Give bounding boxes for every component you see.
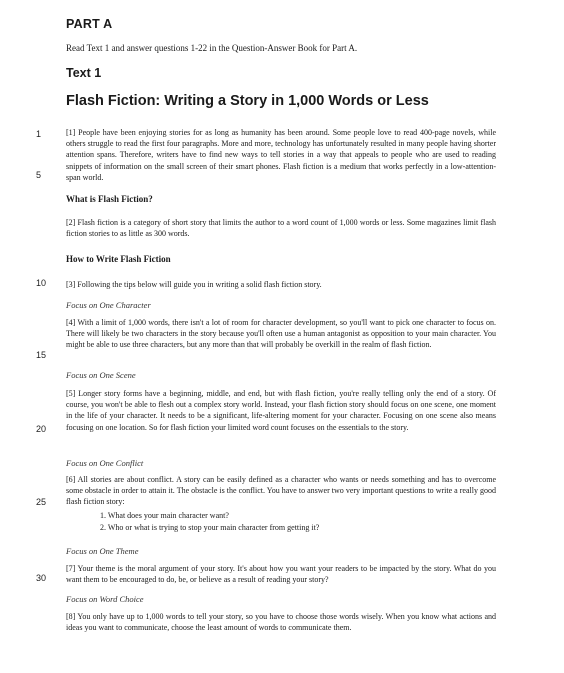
paragraph-3: [3] Following the tips below will guide you in writing a solid flash fiction story. [66,280,322,289]
text-label: Text 1 [66,66,102,80]
instruction-text: Read Text 1 and answer questions 1-22 in the Question-Answer Book for Part A. [66,43,358,53]
line-number: 30 [36,573,47,583]
line-number: 5 [36,170,42,180]
subheading-one-conflict: Focus on One Conflict [66,458,144,468]
paragraph-2: [2] Flash fiction is a category of short story that limits the author to a word count of 1,000 words or less. Some magazines limit flash fiction stories to as little as 300 words. [66,218,496,239]
line-number: 10 [36,278,47,288]
subheading-word-choice: Focus on Word Choice [66,594,144,604]
list-item: 2. Who or what is trying to stop your main character from getting it? [100,522,320,532]
line-number: 15 [36,350,47,360]
paragraph-8: [8] You only have up to 1,000 words to tell your story, so you have to choose those words wisely. When you know what actions and ideas you want to communicate, choose the least amount of words to communicate them. [66,612,496,633]
subheading-one-theme: Focus on One Theme [66,546,139,556]
line-number: 25 [36,497,47,507]
section-heading-what-is: What is Flash Fiction? [66,194,153,204]
line-number: 20 [36,424,47,434]
article-title: Flash Fiction: Writing a Story in 1,000 Words or Less [66,93,429,109]
section-heading-how-to: How to Write Flash Fiction [66,254,171,264]
paragraph-7: [7] Your theme is the moral argument of your story. It's about how you want your readers to be impacted by the story. What do you want them to be encouraged to do, be, or believe as a result of reading your story? [66,564,496,585]
list-item: 1. What does your main character want? [100,511,229,520]
paragraph-5: [5] Longer story forms have a beginning, middle, and end, but with flash fiction, you're really telling only the end of a story. Of course, you won't be able to flesh out a complex story world. Instead, your flash fiction story should focus on one scene, one moment in the life of your character. It needs to be a significant, life-altering moment for your character. Focusing on one scene also means focusing on one location. So for flash fiction your limited word count focuses on the essentials to the story. [66,389,496,432]
subheading-one-character: Focus on One Character [66,300,151,310]
line-number: 1 [36,129,42,139]
subheading-one-scene: Focus on One Scene [66,370,136,380]
paragraph-1: [1] People have been enjoying stories for as long as humanity has been around. Some people love to read 400-page novels, while others struggle to read the first four paragraphs. More and more, technology has unfortunately resulted in many people having shorter attention spans. Therefore, writers have to find new ways to tell stories in a way that appeals to people who are used to reading snippets of information on the small screen of their smart phones. Flash fiction is a medium that works perfectly in a low-attention-span world. [66,128,496,182]
paragraph-6: [6] All stories are about conflict. A story can be easily defined as a character who wants or needs something and has to overcome some obstacle in order to attain it. The obstacle is the conflict. You have to answer two very important questions to write a really good flash fiction story: [66,475,496,507]
question-list [100,510,319,533]
part-heading: PART A [66,17,113,31]
paragraph-4: [4] With a limit of 1,000 words, there isn't a lot of room for character development, so you'll want to pick one character to focus on. There will likely be two characters in the story because you'll often use a human antagonist as opposition to your main character. You might be able to use three characters, but any more than that will probably be overkill in the realm of flash fiction. [66,318,496,350]
